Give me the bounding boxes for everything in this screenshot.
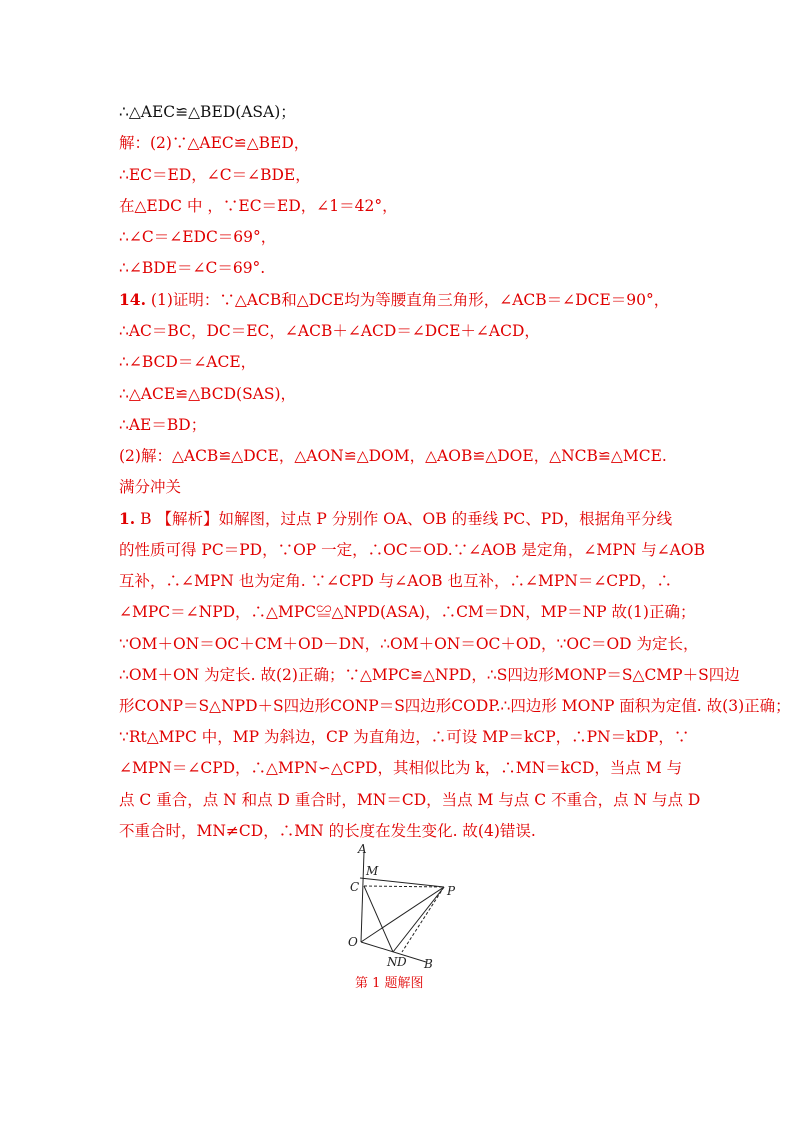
text-line: 不重合时，MN≠CD，∴MN 的长度在发生变化. 故(4)错误.: [119, 822, 536, 840]
line-pd: [402, 887, 444, 952]
text-line: ∴EC＝ED，∠C＝∠BDE，: [119, 166, 311, 184]
text-line: ∴△ACE≌△BCD(SAS)，: [119, 385, 297, 403]
text-line: ∴AC＝BC，DC＝EC，∠ACB＋∠ACD＝∠DCE＋∠ACD，: [119, 322, 540, 340]
text-span: B 【解析】如解图，过点 P 分别作 OA、OB 的垂线 PC、PD，根据角平分线: [140, 510, 673, 528]
label-p: P: [447, 884, 456, 898]
label-a: A: [358, 842, 367, 856]
text-line: ∠MPN＝∠CPD，∴△MPN∽△CPD，其相似比为 k，∴MN＝kCD，当点 M 与: [119, 759, 683, 777]
line-mp: [360, 878, 444, 887]
question-1-line: [119, 509, 672, 529]
line-mn: [364, 886, 393, 952]
text-line: 的性质可得 PC＝PD，∵OP 一定，∴OC＝OD.∵∠AOB 是定角，∠MPN 与∠AOB: [119, 541, 705, 559]
text-line: ∴∠C＝∠EDC＝69°，: [119, 228, 277, 246]
label-d: D: [397, 955, 407, 969]
label-o: O: [348, 935, 358, 949]
ray-oa: [361, 852, 364, 942]
text-line: ∵OM＋ON＝OC＋CM＋OD－DN，∴OM＋ON＝OC＋OD，∵OC＝OD 为定长，: [119, 635, 699, 653]
label-n: N: [387, 955, 398, 969]
label-c: C: [350, 880, 360, 894]
text-line: ∴∠BCD＝∠ACE，: [119, 353, 257, 371]
line-op: [361, 887, 444, 942]
text-line: ∴AE＝BD；: [119, 416, 207, 434]
question-14-line: [119, 290, 669, 310]
text-line: 形CONP＝S△NPD＋S四边形CONP＝S四边形CODP.∴四边形 MONP 面积为定值. 故(3)正确；: [119, 697, 791, 715]
figure-caption: 第 1 题解图: [355, 976, 424, 991]
question-number: 1.: [119, 509, 136, 528]
geometry-figure: [340, 842, 470, 970]
line-pn: [393, 887, 444, 952]
label-b: B: [424, 957, 433, 970]
text-line: ∵Rt△MPC 中，MP 为斜边，CP 为直角边，∴可设 MP＝kCP，∴PN＝kDP，∵: [119, 728, 690, 746]
text-span: (1)证明：∵△ACB和△DCE均为等腰直角三角形，∠ACB＝∠DCE＝90°，: [150, 291, 670, 309]
text-line: ∴∠BDE＝∠C＝69°.: [119, 259, 266, 277]
section-heading: 满分冲关: [119, 478, 182, 496]
text-line: ∠MPC＝∠NPD，∴△MPC≌△NPD(ASA)，∴CM＝DN，MP＝NP 故(1)正确；: [119, 603, 696, 621]
text-line: (2)解：△ACB≌△DCE，△AON≌△DOM，△AOB≌△DOE，△NCB≌△MCE.: [119, 447, 667, 465]
text-line: 互补，∴∠MPN 也为定角. ∵∠CPD 与∠AOB 也互补，∴∠MPN＝∠CPD，∴: [119, 572, 673, 590]
question-number: 14.: [119, 290, 146, 309]
text-line: 解：(2)∵△AEC≌△BED，: [119, 134, 310, 152]
text-line: 在△EDC 中 ，∵EC＝ED，∠1＝42°，: [119, 197, 398, 215]
label-m: M: [366, 864, 379, 878]
text-line: ∴△AEC≌△BED(ASA)；: [119, 103, 296, 121]
text-line: 点 C 重合，点 N 和点 D 重合时，MN＝CD，当点 M 与点 C 不重合，点 N 与点 D: [119, 791, 701, 809]
text-line: ∴OM＋ON 为定长. 故(2)正确；∵△MPC≌△NPD，∴S四边形MONP＝S△CMP＋S四边: [119, 666, 740, 684]
